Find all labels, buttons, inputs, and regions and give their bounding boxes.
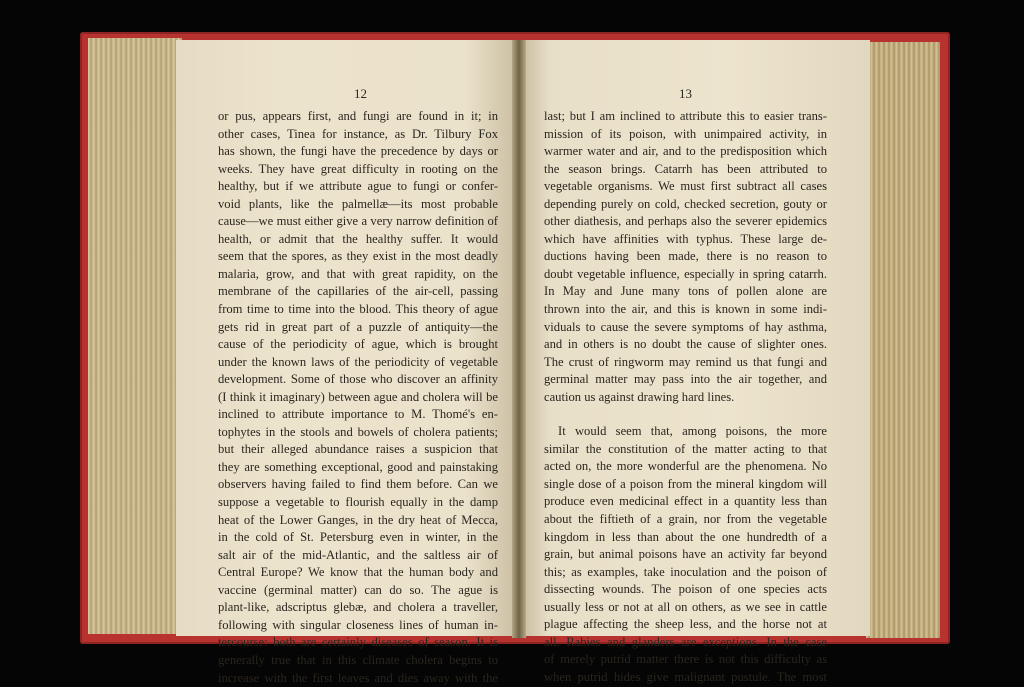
text-line: caution us against drawing hard lines.	[544, 389, 827, 407]
text-line: It would seem that, among poisons, the more	[544, 423, 827, 441]
text-line: In May and June many tons of pollen alone are	[544, 283, 827, 301]
text-line: viduals to cause the severe symptoms of hay asthma,	[544, 319, 827, 337]
text-line: mission of its poison, with unimpaired activity, in	[544, 126, 827, 144]
text-line: void plants, like the palmellæ—its most probable	[218, 196, 498, 214]
text-line: weeks. They have great difficulty in rooting on the	[218, 161, 498, 179]
book-gutter	[512, 40, 526, 638]
text-line: cause—we must either give a very narrow definition of	[218, 213, 498, 231]
text-line: gets rid in great part of a puzzle of antiquity—the	[218, 319, 498, 337]
text-line: the season brings. Catarrh has been attributed to	[544, 161, 827, 179]
text-line: salt air of the mid-Atlantic, and the saltless air of	[218, 547, 498, 565]
text-line: from time to time into the blood. This theory of ague	[218, 301, 498, 319]
text-line: tophytes in the stools and bowels of cholera patients;	[218, 424, 498, 442]
text-line: increase with the first leaves and dies away with the	[218, 670, 498, 687]
text-line: ductions having been made, there is no reason to	[544, 248, 827, 266]
text-line: cause of the periodicity of ague, which is brought	[218, 336, 498, 354]
text-line: membrane of the capillaries of the air-cell, passing	[218, 283, 498, 301]
text-line: other diathesis, and perhaps also the severer epidemics	[544, 213, 827, 231]
text-line: last; but I am inclined to attribute this to easier trans-	[544, 108, 827, 126]
text-line: tercourse: both are certainly diseases of season. It is	[218, 634, 498, 652]
text-line: which have affinities with typhus. These large de-	[544, 231, 827, 249]
text-line: but their alleged abundance raises a suspicion that	[218, 441, 498, 459]
text-line: vaccine (germinal matter) can do so. The ague is	[218, 582, 498, 600]
right-paragraph-1	[544, 108, 827, 406]
text-line: seem that the spores, as they exist in the most deadly	[218, 248, 498, 266]
left-page-text	[218, 108, 498, 687]
right-paragraph-2	[544, 423, 827, 686]
page-edges-right	[866, 42, 940, 638]
text-line: produce even medicinal effect in a quantity less than	[544, 493, 827, 511]
text-line: has shown, the fungi have the precedence by days or	[218, 143, 498, 161]
text-line: generally true that in this climate cholera begins to	[218, 652, 498, 670]
text-line: about the fiftieth of a grain, nor from the vegetable	[544, 511, 827, 529]
text-line: usually less or not at all on others, as we see in cattle	[544, 599, 827, 617]
text-line: in the cold of St. Petersburg even in winter, in the	[218, 529, 498, 547]
text-line: grain, but animal poisons have an activity far beyond	[544, 546, 827, 564]
right-page-text	[544, 108, 827, 687]
text-line: thrown into the air, and this is known in some indi-	[544, 301, 827, 319]
text-line: this; as examples, take inoculation and the poison of	[544, 564, 827, 582]
text-line: healthy, but if we attribute ague to fungi or confer-	[218, 178, 498, 196]
text-line: (I think it imaginary) between ague and cholera will be	[218, 389, 498, 407]
text-line: when putrid hides give malignant pustule. The most	[544, 669, 827, 687]
right-page-number: 13	[679, 86, 692, 102]
text-line: acted on, the more wonderful are the phenomena. No	[544, 458, 827, 476]
text-line: The crust of ringworm may remind us that fungi and	[544, 354, 827, 372]
text-line: depending purely on cold, checked secretion, gouty or	[544, 196, 827, 214]
text-line: health, or admit that the healthy suffer. It would	[218, 231, 498, 249]
text-line: under the known laws of the periodicity of vegetable	[218, 354, 498, 372]
text-line: and in others is no doubt the cause of slighter ones.	[544, 336, 827, 354]
text-line: plant-like, adscriptus glebæ, and cholera a traveller,	[218, 599, 498, 617]
text-line: all. Rabies and glanders are exceptions. In the case	[544, 634, 827, 652]
text-line: plague affecting the sheep less, and the horse not at	[544, 616, 827, 634]
text-line: doubt vegetable influence, especially in spring catarrh.	[544, 266, 827, 284]
text-line: suppose a vegetable to flourish equally in the damp	[218, 494, 498, 512]
text-line: kingdom in less than about the one hundredth of a	[544, 529, 827, 547]
text-line: similar the constitution of the matter acting to that	[544, 441, 827, 459]
text-line: or pus, appears first, and fungi are found in it; in	[218, 108, 498, 126]
text-line: vegetable organisms. We must first subtract all cases	[544, 178, 827, 196]
text-line: of merely putrid matter there is not this difficulty as	[544, 651, 827, 669]
text-line: warmer water and air, and to the predisposition which	[544, 143, 827, 161]
text-line: other cases, Tinea for instance, as Dr. Tilbury Fox	[218, 126, 498, 144]
text-line: dissecting wounds. The poison of one species acts	[544, 581, 827, 599]
text-line: heat of the Lower Ganges, in the dry heat of Mecca,	[218, 512, 498, 530]
text-line: development. Some of those who discover an affinity	[218, 371, 498, 389]
text-line: germinal matter may pass into the air together, and	[544, 371, 827, 389]
page-edges-left	[88, 38, 182, 634]
text-line: inclined to attribute importance to M. Thomé's en-	[218, 406, 498, 424]
text-line: following with singular closeness lines of human in-	[218, 617, 498, 635]
text-line: they are something exceptional, good and painstaking	[218, 459, 498, 477]
text-line: single dose of a poison from the mineral kingdom will	[544, 476, 827, 494]
left-page-number: 12	[354, 86, 367, 102]
text-line: malaria, grow, and that with great rapidity, on the	[218, 266, 498, 284]
text-line: observers having failed to find them before. Can we	[218, 476, 498, 494]
text-line: Central Europe? We know that the human body and	[218, 564, 498, 582]
